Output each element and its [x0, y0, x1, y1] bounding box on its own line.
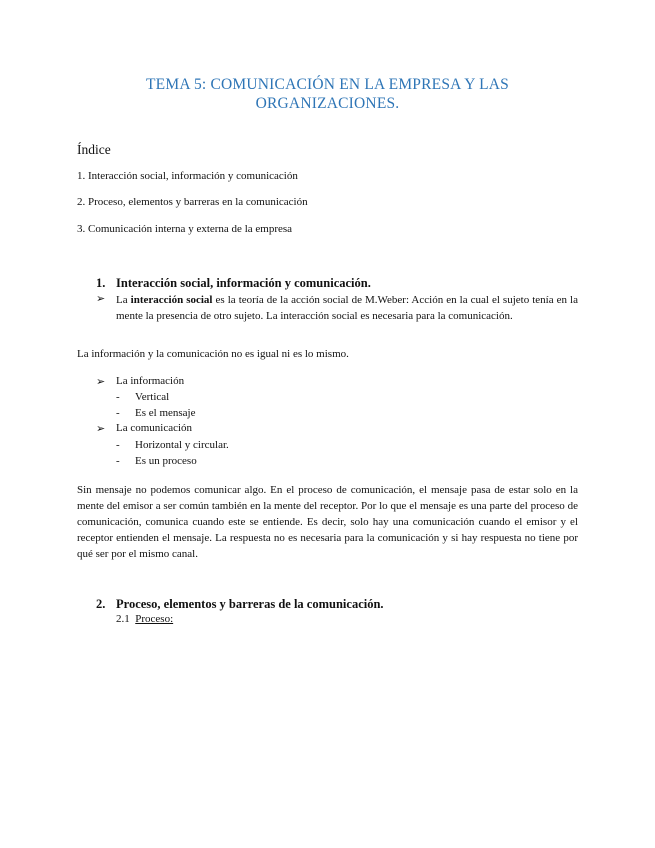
subsection-number: 2.1: [116, 613, 130, 625]
definition-prefix: La: [116, 294, 131, 306]
arrow-bullet-icon: ➢: [96, 376, 106, 388]
subitem-process: Es un proceso: [135, 455, 197, 467]
section-2-heading: [96, 597, 384, 612]
section-2-title: Proceso, elementos y barreras de la comunicación.: [116, 597, 384, 611]
document-title-line-1: TEMA 5: COMUNICACIÓN EN LA EMPRESA Y LAS: [146, 76, 509, 93]
index-item-1: 1. Interacción social, información y comunicación: [77, 170, 298, 182]
dash-bullet-icon: -: [116, 407, 120, 419]
definition-text: es la teoría de la acción social de M.Weber: Acción en la cual el sujeto tenía en la mente la presencia de otro sujeto. La interacción social es necesaria para la comunicación.: [116, 294, 578, 322]
index-item-3: 3. Comunicación interna y externa de la empresa: [77, 223, 293, 235]
interaction-definition-paragraph: [116, 292, 578, 324]
section-1-heading: [96, 276, 371, 291]
subitem-message: Es el mensaje: [135, 407, 196, 419]
list-item-communication: La comunicación: [116, 422, 193, 434]
subsection-label: Proceso:: [135, 613, 174, 625]
document-title-line-2: ORGANIZACIONES.: [255, 95, 400, 112]
dash-bullet-icon: -: [116, 391, 120, 403]
subsection-2-1: [116, 613, 173, 625]
section-1-title: Interacción social, información y comunicación.: [116, 276, 371, 290]
arrow-bullet-icon: ➢: [96, 423, 106, 435]
subitem-vertical: Vertical: [135, 391, 170, 403]
subitem-horizontal: Horizontal y circular.: [135, 439, 229, 451]
section-1-number: 1.: [96, 276, 106, 290]
arrow-bullet-icon: ➢: [96, 293, 106, 305]
dash-bullet-icon: -: [116, 455, 120, 467]
section-2-number: 2.: [96, 597, 106, 611]
list-item-information: La información: [116, 375, 185, 387]
dash-bullet-icon: -: [116, 439, 120, 451]
definition-bold-term: interacción social: [130, 294, 213, 306]
index-item-2: 2. Proceso, elementos y barreras en la comunicación: [77, 196, 308, 208]
message-paragraph: Sin mensaje no podemos comunicar algo. En el proceso de comunicación, el mensaje pasa de estar solo en la mente del emisor a ser común también en la mente del receptor. Por lo que el mensaje es una parte del proceso de comunicación, comunica cuando este se entiende. Es decir, solo hay una comunicación cuando el emisor y el receptor entienden el mensaje. La respuesta no es necesaria para la comunicación y si hay respuesta no tiene por qué ser por el mismo canal.: [77, 484, 578, 560]
index-heading: Índice: [77, 142, 111, 157]
info-vs-communication-statement: La información y la comunicación no es igual ni es lo mismo.: [77, 348, 349, 360]
